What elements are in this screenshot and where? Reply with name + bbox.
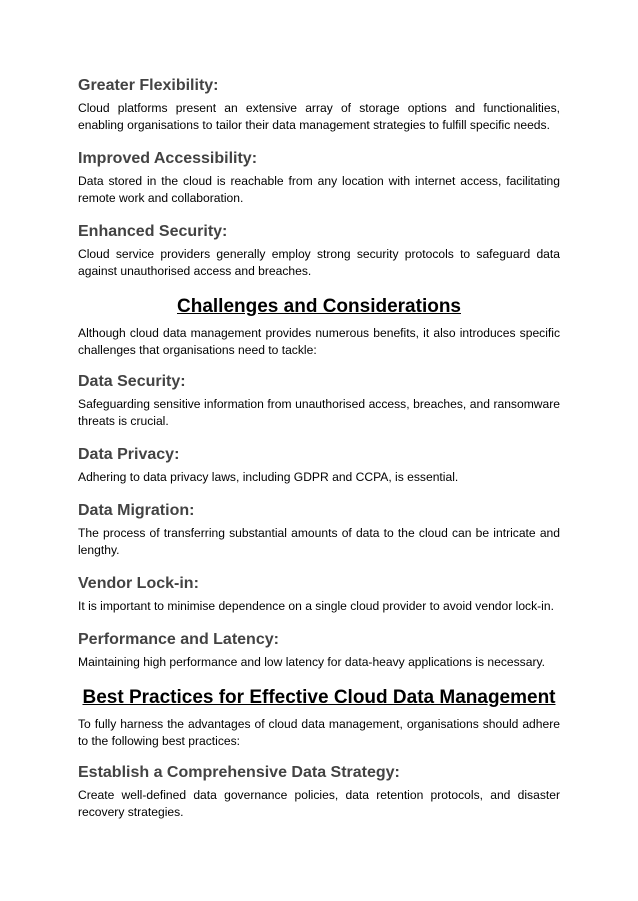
section-data-strategy bbox=[78, 763, 560, 821]
subheading: Data Security: bbox=[78, 373, 186, 390]
paragraph: Data stored in the cloud is reachable from any location with internet access, facilitating remote work and collaboration. bbox=[78, 174, 560, 205]
section-improved-accessibility bbox=[78, 149, 560, 207]
subheading: Establish a Comprehensive Data Strategy: bbox=[78, 764, 400, 781]
section-title: Challenges and Considerations bbox=[177, 296, 461, 317]
subheading: Data Privacy: bbox=[78, 446, 180, 463]
section-data-security bbox=[78, 372, 560, 430]
paragraph: To fully harness the advantages of cloud data management, organisations should adhere to the following best practices: bbox=[78, 717, 560, 748]
subheading: Data Migration: bbox=[78, 502, 195, 519]
document-page bbox=[78, 76, 560, 836]
subheading: Performance and Latency: bbox=[78, 631, 279, 648]
section-title: Best Practices for Effective Cloud Data Management bbox=[82, 687, 556, 708]
section-performance-latency bbox=[78, 630, 560, 671]
paragraph: Although cloud data management provides numerous benefits, it also introduces specific challenges that organisations need to tackle: bbox=[78, 326, 560, 357]
paragraph: It is important to minimise dependence on a single cloud provider to avoid vendor lock-in. bbox=[78, 599, 554, 613]
paragraph: Maintaining high performance and low latency for data-heavy applications is necessary. bbox=[78, 655, 545, 669]
section-data-privacy bbox=[78, 445, 560, 486]
subheading: Greater Flexibility: bbox=[78, 77, 219, 94]
subheading: Vendor Lock-in: bbox=[78, 575, 199, 592]
section-best-practices bbox=[78, 686, 560, 750]
paragraph: Safeguarding sensitive information from unauthorised access, breaches, and ransomware threats is crucial. bbox=[78, 397, 560, 428]
paragraph: The process of transferring substantial amounts of data to the cloud can be intricate and lengthy. bbox=[78, 526, 560, 557]
subheading: Enhanced Security: bbox=[78, 223, 228, 240]
section-enhanced-security bbox=[78, 222, 560, 280]
paragraph: Cloud platforms present an extensive array of storage options and functionalities, enabling organisations to tailor their data management strategies to fulfill specific needs. bbox=[78, 101, 560, 132]
subheading: Improved Accessibility: bbox=[78, 150, 258, 167]
paragraph: Adhering to data privacy laws, including GDPR and CCPA, is essential. bbox=[78, 470, 459, 484]
paragraph: Create well-defined data governance policies, data retention protocols, and disaster recovery strategies. bbox=[78, 788, 560, 819]
section-vendor-lock-in bbox=[78, 574, 560, 615]
section-challenges bbox=[78, 295, 560, 359]
section-data-migration bbox=[78, 501, 560, 559]
section-greater-flexibility bbox=[78, 76, 560, 134]
paragraph: Cloud service providers generally employ strong security protocols to safeguard data against unauthorised access and breaches. bbox=[78, 247, 560, 278]
